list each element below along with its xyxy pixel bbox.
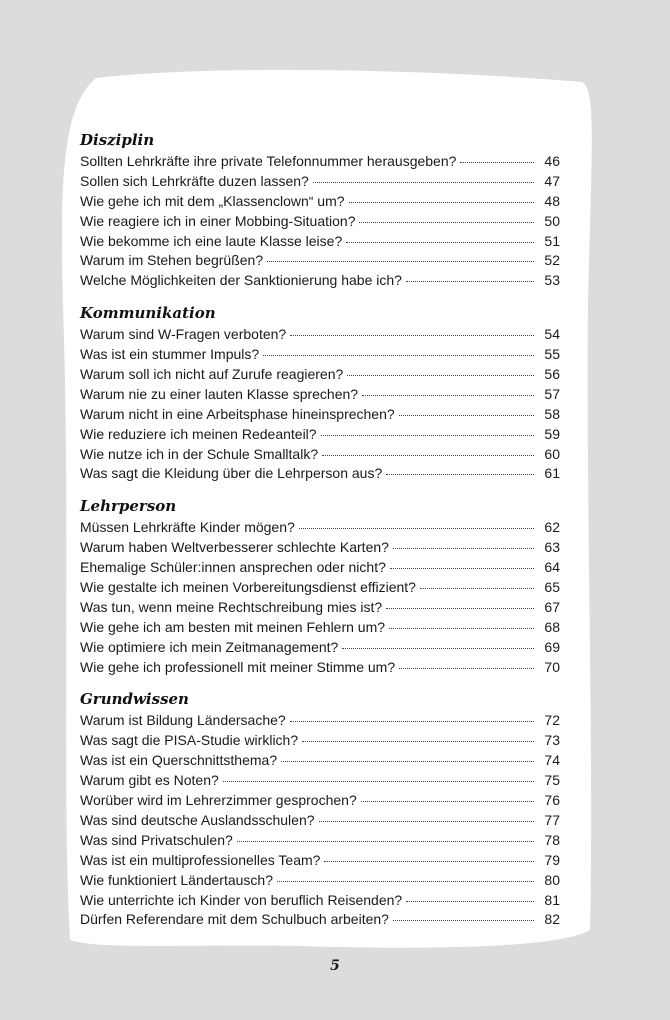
entry-page-number: 64 — [544, 559, 560, 576]
dot-leader — [322, 455, 534, 456]
section-heading-label: Lehrperson — [80, 497, 177, 516]
section-heading-label: Disziplin — [80, 131, 155, 149]
dot-leader — [263, 355, 534, 356]
section-heading — [72, 301, 228, 323]
entry-page-number: 55 — [544, 346, 560, 363]
entry-title: Wie gestalte ich meinen Vorbereitungsdienst effizient? — [80, 579, 416, 596]
entry-page-number: 65 — [544, 579, 560, 596]
entry-page-number: 77 — [544, 811, 560, 828]
dot-leader — [223, 781, 534, 782]
entry-title: Was sagt die PISA-Studie wirklich? — [80, 732, 299, 749]
entry-page-number: 46 — [544, 153, 560, 169]
entry-page-number: 52 — [544, 252, 560, 269]
entry-page-number: 57 — [544, 385, 560, 402]
entry-title: Sollten Lehrkräfte ihre private Telefonnummer herausgeben? — [80, 153, 457, 169]
dot-leader — [389, 628, 534, 629]
entry-title: Wie reagiere ich in einer Mobbing-Situation? — [80, 212, 356, 229]
table-of-contents — [80, 128, 560, 940]
dot-leader — [420, 588, 534, 589]
entry-title: Sollen sich Lehrkräfte duzen lassen? — [80, 172, 309, 189]
entry-title: Wie gehe ich am besten mit meinen Fehlern um? — [80, 618, 386, 635]
dot-leader — [290, 721, 534, 722]
dot-leader — [346, 242, 534, 243]
toc-entry[interactable] — [80, 910, 560, 930]
dot-leader — [321, 435, 534, 436]
toc-entry[interactable] — [80, 791, 560, 811]
toc-entry[interactable] — [80, 212, 560, 232]
dot-leader — [347, 375, 534, 376]
toc-entry[interactable] — [80, 731, 560, 751]
entry-page-number: 70 — [544, 658, 560, 675]
toc-entry[interactable] — [80, 711, 560, 731]
toc-entry[interactable] — [80, 618, 560, 638]
toc-section — [80, 301, 560, 484]
dot-leader — [359, 222, 534, 223]
toc-entry[interactable] — [80, 771, 560, 791]
toc-entry[interactable] — [80, 751, 560, 771]
entry-title: Warum im Stehen begrüßen? — [80, 252, 264, 269]
entry-page-number: 56 — [544, 366, 560, 383]
section-heading — [72, 128, 166, 150]
toc-entry[interactable] — [80, 345, 560, 365]
entry-page-number: 82 — [544, 911, 560, 928]
section-heading-label: Kommunikation — [80, 304, 216, 323]
dot-leader — [237, 841, 534, 842]
dot-leader — [362, 395, 534, 396]
entry-page-number: 69 — [544, 638, 560, 655]
entry-title: Warum haben Weltverbesserer schlechte Karten? — [80, 539, 389, 556]
entry-title: Was sagt die Kleidung über die Lehrperson aus? — [80, 465, 383, 482]
toc-entry[interactable] — [80, 658, 560, 678]
entry-page-number: 80 — [544, 871, 560, 888]
entry-page-number: 48 — [544, 192, 560, 209]
entry-title: Warum nie zu einer lauten Klasse sprechen? — [80, 385, 359, 402]
entry-title: Was tun, wenn meine Rechtschreibung mies ist? — [80, 598, 383, 615]
toc-entry[interactable] — [80, 325, 560, 345]
toc-entry[interactable] — [80, 871, 560, 891]
entry-title: Ehemalige Schüler:innen ansprechen oder nicht? — [80, 559, 386, 576]
entry-page-number: 51 — [544, 232, 560, 249]
entry-title: Wie reduziere ich meinen Redeanteil? — [80, 425, 317, 442]
toc-entry[interactable] — [80, 638, 560, 658]
toc-entry[interactable] — [80, 598, 560, 618]
dot-leader — [319, 821, 534, 822]
entry-page-number: 68 — [544, 618, 560, 635]
entry-title: Warum gibt es Noten? — [80, 772, 219, 789]
toc-entry[interactable] — [80, 445, 560, 465]
dot-leader — [277, 881, 534, 882]
entry-title: Warum nicht in eine Arbeitsphase hineinsprechen? — [80, 405, 395, 422]
section-heading — [72, 494, 188, 516]
toc-entry[interactable] — [80, 192, 560, 212]
entry-title: Was ist ein stummer Impuls? — [80, 346, 260, 363]
dot-leader — [290, 335, 534, 336]
entry-title: Wie unterrichte ich Kinder von beruflich Reisenden? — [80, 891, 403, 908]
section-heading-label: Grundwissen — [80, 690, 189, 709]
entry-page-number: 61 — [544, 465, 560, 482]
section-heading — [72, 687, 201, 709]
toc-entry[interactable] — [80, 365, 560, 385]
toc-section — [80, 128, 560, 291]
entry-page-number: 74 — [544, 752, 560, 769]
toc-entry[interactable] — [80, 385, 560, 405]
entry-page-number: 78 — [544, 831, 560, 848]
entry-title: Was ist ein multiprofessionelles Team? — [80, 851, 321, 868]
entry-page-number: 50 — [544, 212, 560, 229]
toc-entry[interactable] — [80, 851, 560, 871]
entry-page-number: 53 — [544, 272, 560, 289]
toc-entry[interactable] — [80, 232, 560, 252]
entry-title: Wie bekomme ich eine laute Klasse leise? — [80, 232, 343, 249]
toc-entry[interactable] — [80, 425, 560, 445]
toc-entry[interactable] — [80, 538, 560, 558]
entry-page-number: 60 — [544, 445, 560, 462]
toc-entry[interactable] — [80, 405, 560, 425]
toc-entry[interactable] — [80, 811, 560, 831]
entry-page-number: 72 — [544, 712, 560, 729]
dot-leader — [302, 741, 534, 742]
entry-page-number: 47 — [544, 172, 560, 189]
entry-page-number: 58 — [544, 405, 560, 422]
entry-title: Was sind deutsche Auslandsschulen? — [80, 811, 315, 828]
entry-title: Wie optimiere ich mein Zeitmanagement? — [80, 638, 339, 655]
toc-section — [80, 494, 560, 677]
entry-title: Was sind Privatschulen? — [80, 831, 233, 848]
entry-page-number: 81 — [544, 891, 560, 908]
dot-leader — [406, 281, 534, 282]
entry-title: Warum ist Bildung Ländersache? — [80, 712, 286, 729]
dot-leader — [299, 528, 534, 529]
entry-page-number: 75 — [544, 772, 560, 789]
dot-leader — [267, 261, 534, 262]
entry-title: Wie gehe ich professionell mit meiner Stimme um? — [80, 658, 396, 675]
toc-entry[interactable] — [80, 172, 560, 192]
dot-leader — [386, 608, 534, 609]
entry-title: Dürfen Referendare mit dem Schulbuch arbeiten? — [80, 911, 389, 928]
entry-page-number: 59 — [544, 425, 560, 442]
dot-leader — [281, 761, 534, 762]
page-number: 5 — [330, 958, 340, 974]
dot-leader — [406, 901, 534, 902]
toc-entry[interactable] — [80, 558, 560, 578]
dot-leader — [399, 668, 534, 669]
toc-entry[interactable] — [80, 831, 560, 851]
entry-page-number: 54 — [544, 326, 560, 343]
toc-section — [80, 687, 560, 930]
dot-leader — [324, 861, 534, 862]
dot-leader — [313, 182, 534, 183]
dot-leader — [393, 920, 534, 921]
toc-entry[interactable] — [80, 251, 560, 271]
toc-entry[interactable] — [80, 152, 560, 172]
dot-leader — [399, 415, 534, 416]
entry-title: Wie gehe ich mit dem „Klassenclown“ um? — [80, 192, 345, 209]
entry-title: Wie funktioniert Ländertausch? — [80, 871, 273, 888]
toc-entry[interactable] — [80, 271, 560, 291]
entry-page-number: 73 — [544, 732, 560, 749]
entry-title: Worüber wird im Lehrerzimmer gesprochen? — [80, 792, 357, 809]
entry-page-number: 67 — [544, 598, 560, 615]
entry-title: Welche Möglichkeiten der Sanktionierung habe ich? — [80, 272, 402, 289]
entry-page-number: 76 — [544, 792, 560, 809]
entry-title: Müssen Lehrkräfte Kinder mögen? — [80, 519, 295, 536]
dot-leader — [361, 801, 534, 802]
entry-title: Wie nutze ich in der Schule Smalltalk? — [80, 445, 319, 462]
toc-entry[interactable] — [80, 891, 560, 911]
dot-leader — [390, 568, 534, 569]
toc-entry[interactable] — [80, 578, 560, 598]
dot-leader — [342, 648, 534, 649]
entry-title: Warum sind W-Fragen verboten? — [80, 326, 287, 343]
entry-title: Was ist ein Querschnittsthema? — [80, 752, 278, 769]
entry-page-number: 63 — [544, 539, 560, 556]
dot-leader — [393, 548, 534, 549]
dot-leader — [460, 162, 534, 163]
toc-entry[interactable] — [80, 464, 560, 484]
entry-page-number: 62 — [544, 519, 560, 536]
entry-title: Warum soll ich nicht auf Zurufe reagieren? — [80, 366, 344, 383]
dot-leader — [349, 202, 534, 203]
entry-page-number: 79 — [544, 851, 560, 868]
toc-entry[interactable] — [80, 518, 560, 538]
dot-leader — [386, 474, 534, 475]
